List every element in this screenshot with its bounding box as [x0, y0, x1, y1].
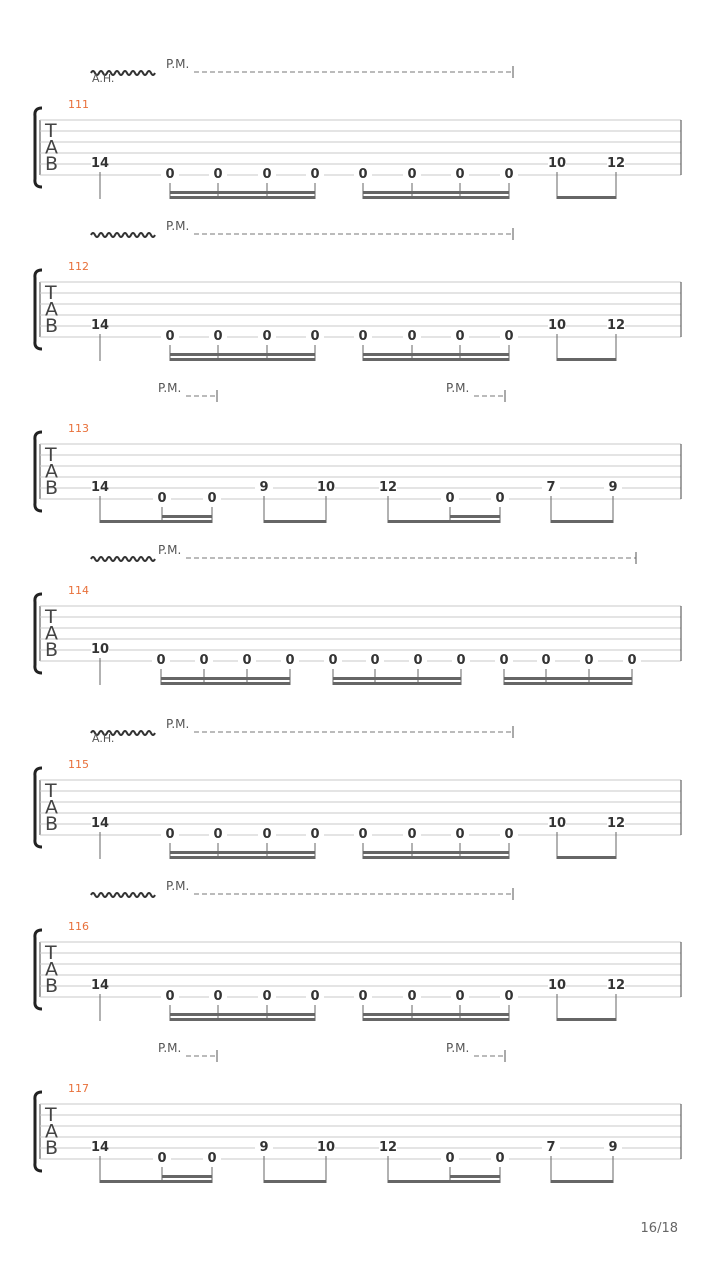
fret-number: 0 [213, 989, 223, 1004]
note-beam [388, 520, 500, 523]
tab-clef-b: B [45, 1137, 59, 1159]
fret-number: 0 [310, 167, 320, 182]
measure-number: 113 [68, 422, 89, 435]
tab-clef-a: A [45, 1120, 58, 1143]
fret-number: 0 [407, 167, 417, 182]
note-beam [504, 682, 632, 685]
tab-clef-t: T [45, 1104, 57, 1126]
palm-mute-label: P.M. [166, 219, 190, 233]
vibrato-mark [91, 233, 155, 237]
fret-number: 10 [547, 978, 567, 993]
fret-number: 0 [358, 329, 368, 344]
tab-clef-a: A [45, 796, 58, 819]
tab-system-117 [35, 1041, 681, 1183]
note-beam [557, 358, 616, 361]
tab-system-116 [35, 879, 681, 1021]
note-beam-secondary [450, 1175, 500, 1178]
fret-number: 10 [316, 480, 336, 495]
note-beam-secondary [162, 1175, 212, 1178]
fret-number: 0 [156, 653, 166, 668]
fret-number: 0 [157, 1151, 167, 1166]
note-beam [363, 358, 509, 361]
fret-number: 0 [445, 1151, 455, 1166]
note-beam-secondary [170, 353, 315, 356]
fret-number: 0 [455, 329, 465, 344]
note-beam-secondary [363, 353, 509, 356]
fret-number: 0 [358, 989, 368, 1004]
fret-number: 14 [90, 318, 110, 333]
palm-mute-label: P.M. [158, 381, 182, 395]
fret-number: 12 [606, 978, 626, 993]
fret-number: 0 [165, 827, 175, 842]
tab-clef-b: B [45, 975, 59, 997]
artificial-harmonic-label: A.H. [92, 72, 115, 85]
tab-clef-a: A [45, 298, 58, 321]
tab-system-111 [35, 57, 681, 199]
fret-number: 10 [547, 816, 567, 831]
fret-number: 0 [310, 329, 320, 344]
note-beam-secondary [363, 1013, 509, 1016]
fret-number: 10 [316, 1140, 336, 1155]
fret-number: 0 [495, 1151, 505, 1166]
fret-number: 0 [455, 827, 465, 842]
fret-number: 0 [328, 653, 338, 668]
tab-clef-b: B [45, 153, 59, 175]
note-beam [557, 196, 616, 199]
note-beam-secondary [450, 515, 500, 518]
fret-number: 0 [165, 989, 175, 1004]
fret-number: 14 [90, 156, 110, 171]
fret-number: 0 [445, 491, 455, 506]
fret-number: 0 [310, 989, 320, 1004]
fret-number: 0 [213, 167, 223, 182]
palm-mute-label: P.M. [166, 717, 190, 731]
fret-number: 0 [407, 989, 417, 1004]
fret-number: 0 [455, 989, 465, 1004]
fret-number: 0 [285, 653, 295, 668]
note-beam-secondary [504, 677, 632, 680]
fret-number: 0 [165, 329, 175, 344]
fret-number: 12 [606, 816, 626, 831]
tab-system-112 [35, 219, 681, 361]
note-beam-secondary [333, 677, 461, 680]
fret-number: 0 [407, 827, 417, 842]
note-beam-secondary [363, 191, 509, 194]
fret-number: 14 [90, 1140, 110, 1155]
fret-number: 0 [504, 827, 514, 842]
fret-number: 7 [546, 480, 556, 495]
measure-number: 115 [68, 758, 89, 771]
note-beam [170, 196, 315, 199]
note-beam-secondary [170, 1013, 315, 1016]
fret-number: 0 [157, 491, 167, 506]
fret-number: 0 [370, 653, 380, 668]
fret-number: 0 [358, 167, 368, 182]
measure-number: 112 [68, 260, 89, 273]
note-beam [100, 520, 212, 523]
fret-number: 7 [546, 1140, 556, 1155]
palm-mute-label: P.M. [166, 57, 190, 71]
measure-number: 117 [68, 1082, 89, 1095]
fret-number: 0 [541, 653, 551, 668]
note-beam [551, 520, 613, 523]
note-beam-secondary [170, 191, 315, 194]
fret-number: 0 [207, 1151, 217, 1166]
fret-number: 0 [262, 329, 272, 344]
fret-number: 0 [627, 653, 637, 668]
fret-number: 0 [207, 491, 217, 506]
fret-number: 0 [213, 329, 223, 344]
tab-clef-t: T [45, 780, 57, 802]
tab-clef-b: B [45, 315, 59, 337]
note-beam-secondary [162, 515, 212, 518]
note-beam [170, 358, 315, 361]
tab-clef-a: A [45, 958, 58, 981]
fret-number: 0 [504, 167, 514, 182]
fret-number: 0 [262, 167, 272, 182]
tab-clef-t: T [45, 282, 57, 304]
palm-mute-label: P.M. [446, 1041, 470, 1055]
fret-number: 10 [547, 318, 567, 333]
fret-number: 0 [165, 167, 175, 182]
note-beam [363, 856, 509, 859]
palm-mute-label: P.M. [166, 879, 190, 893]
note-beam-secondary [363, 851, 509, 854]
note-beam [363, 1018, 509, 1021]
fret-number: 0 [413, 653, 423, 668]
tab-clef-b: B [45, 813, 59, 835]
fret-number: 0 [262, 827, 272, 842]
tab-clef-t: T [45, 444, 57, 466]
note-beam [557, 856, 616, 859]
fret-number: 0 [213, 827, 223, 842]
fret-number: 0 [262, 989, 272, 1004]
fret-number: 0 [455, 167, 465, 182]
tab-system-114 [35, 543, 681, 685]
fret-number: 0 [358, 827, 368, 842]
note-beam [161, 682, 290, 685]
fret-number: 12 [606, 156, 626, 171]
fret-number: 9 [259, 480, 269, 495]
tab-clef-a: A [45, 622, 58, 645]
fret-number: 0 [584, 653, 594, 668]
fret-number: 0 [504, 329, 514, 344]
note-beam [264, 1180, 326, 1183]
note-beam [388, 1180, 500, 1183]
fret-number: 0 [499, 653, 509, 668]
note-beam [170, 856, 315, 859]
tab-clef-b: B [45, 639, 59, 661]
note-beam [264, 520, 326, 523]
fret-number: 0 [407, 329, 417, 344]
fret-number: 12 [378, 480, 398, 495]
tab-clef-t: T [45, 120, 57, 142]
fret-number: 10 [547, 156, 567, 171]
page-number: 16/18 [640, 1221, 678, 1236]
vibrato-mark [91, 893, 155, 897]
palm-mute-label: P.M. [158, 1041, 182, 1055]
note-beam [100, 1180, 212, 1183]
fret-number: 0 [504, 989, 514, 1004]
fret-number: 10 [90, 642, 110, 657]
note-beam [363, 196, 509, 199]
tab-clef-t: T [45, 606, 57, 628]
note-beam [557, 1018, 616, 1021]
artificial-harmonic-label: A.H. [92, 732, 115, 745]
fret-number: 12 [378, 1140, 398, 1155]
tab-clef-a: A [45, 460, 58, 483]
note-beam [551, 1180, 613, 1183]
palm-mute-label: P.M. [446, 381, 470, 395]
fret-number: 14 [90, 978, 110, 993]
tab-clef-t: T [45, 942, 57, 964]
measure-number: 116 [68, 920, 89, 933]
fret-number: 0 [199, 653, 209, 668]
fret-number: 14 [90, 480, 110, 495]
note-beam [170, 1018, 315, 1021]
fret-number: 0 [456, 653, 466, 668]
measure-number: 111 [68, 98, 89, 111]
fret-number: 0 [310, 827, 320, 842]
note-beam-secondary [170, 851, 315, 854]
vibrato-mark [91, 557, 155, 561]
fret-number: 9 [608, 1140, 618, 1155]
tab-system-113 [35, 381, 681, 523]
tab-clef-b: B [45, 477, 59, 499]
tab-clef-a: A [45, 136, 58, 159]
measure-number: 114 [68, 584, 89, 597]
fret-number: 14 [90, 816, 110, 831]
note-beam [333, 682, 461, 685]
fret-number: 0 [495, 491, 505, 506]
fret-number: 12 [606, 318, 626, 333]
palm-mute-label: P.M. [158, 543, 182, 557]
note-beam-secondary [161, 677, 290, 680]
fret-number: 9 [608, 480, 618, 495]
fret-number: 9 [259, 1140, 269, 1155]
fret-number: 0 [242, 653, 252, 668]
tab-system-115 [35, 717, 681, 859]
